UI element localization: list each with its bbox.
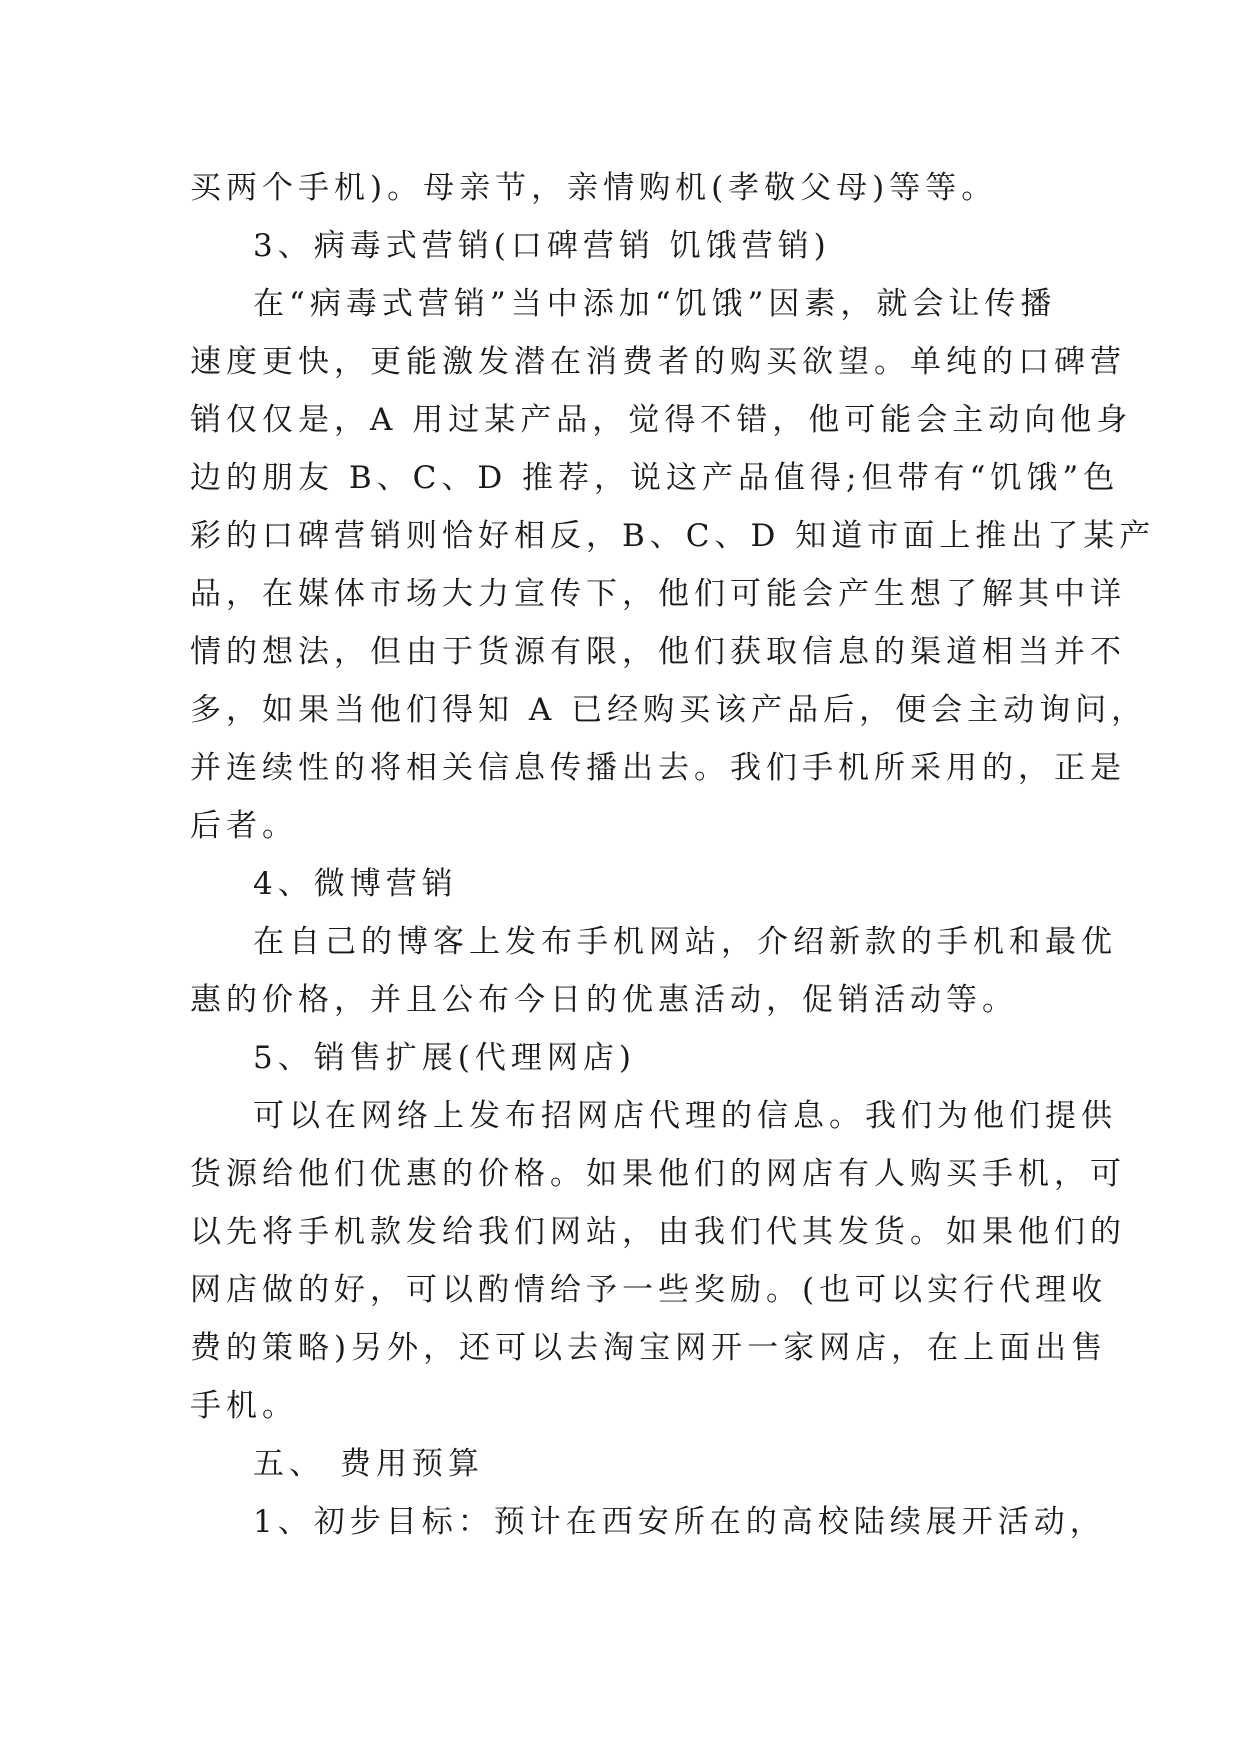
text-line: 网店做的好，可以酌情给予一些奖励。(也可以实行代理收 xyxy=(190,1272,1108,1308)
text-line: 费的策略)另外，还可以去淘宝网开一家网店，在上面出售 xyxy=(190,1330,1108,1366)
text-line: 多，如果当他们得知 A 已经购买该产品后，便会主动询问， xyxy=(190,692,1148,728)
text-line: 并连续性的将相关信息传播出去。我们手机所采用的，正是 xyxy=(190,750,1126,786)
text-line: 以先将手机款发给我们网站，由我们代其发货。如果他们的 xyxy=(190,1214,1126,1250)
text-line: 速度更快，更能激发潜在消费者的购买欲望。单纯的口碑营 xyxy=(190,344,1126,380)
text-line: 情的想法，但由于货源有限，他们获取信息的渠道相当并不 xyxy=(190,634,1126,670)
text-line: 1、初步目标：预计在西安所在的高校陆续展开活动， xyxy=(253,1504,1106,1540)
text-line: 手机。 xyxy=(190,1388,298,1424)
section-heading-budget: 五、 费用预算 xyxy=(253,1446,484,1482)
text-line: 货源给他们优惠的价格。如果他们的网店有人购买手机，可 xyxy=(190,1156,1126,1192)
text-line: 边的朋友 B、C、D 推荐，说这产品值得;但带有“饥饿”色 xyxy=(190,460,1120,496)
section-heading-weibo-marketing: 4、微博营销 xyxy=(253,866,458,902)
text-line: 销仅仅是，A 用过某产品，觉得不错，他可能会主动向他身 xyxy=(190,402,1133,438)
text-line: 可以在网络上发布招网店代理的信息。我们为他们提供 xyxy=(253,1098,1117,1134)
text-line: 买两个手机)。母亲节，亲情购机(孝敬父母)等等。 xyxy=(190,170,998,206)
text-line: 在“病毒式营销”当中添加“饥饿”因素，就会让传播 xyxy=(253,286,1057,322)
section-heading-sales-expansion: 5、销售扩展(代理网店) xyxy=(253,1040,636,1076)
text-line: 惠的价格，并且公布今日的优惠活动，促销活动等。 xyxy=(190,982,1018,1018)
section-heading-viral-marketing: 3、病毒式营销(口碑营销 饥饿营销) xyxy=(253,228,831,264)
text-line: 品，在媒体市场大力宣传下，他们可能会产生想了解其中详 xyxy=(190,576,1126,612)
text-line: 后者。 xyxy=(190,808,298,844)
text-line: 在自己的博客上发布手机网站，介绍新款的手机和最优 xyxy=(253,924,1117,960)
text-line: 彩的口碑营销则恰好相反，B、C、D 知道市面上推出了某产 xyxy=(190,518,1156,554)
